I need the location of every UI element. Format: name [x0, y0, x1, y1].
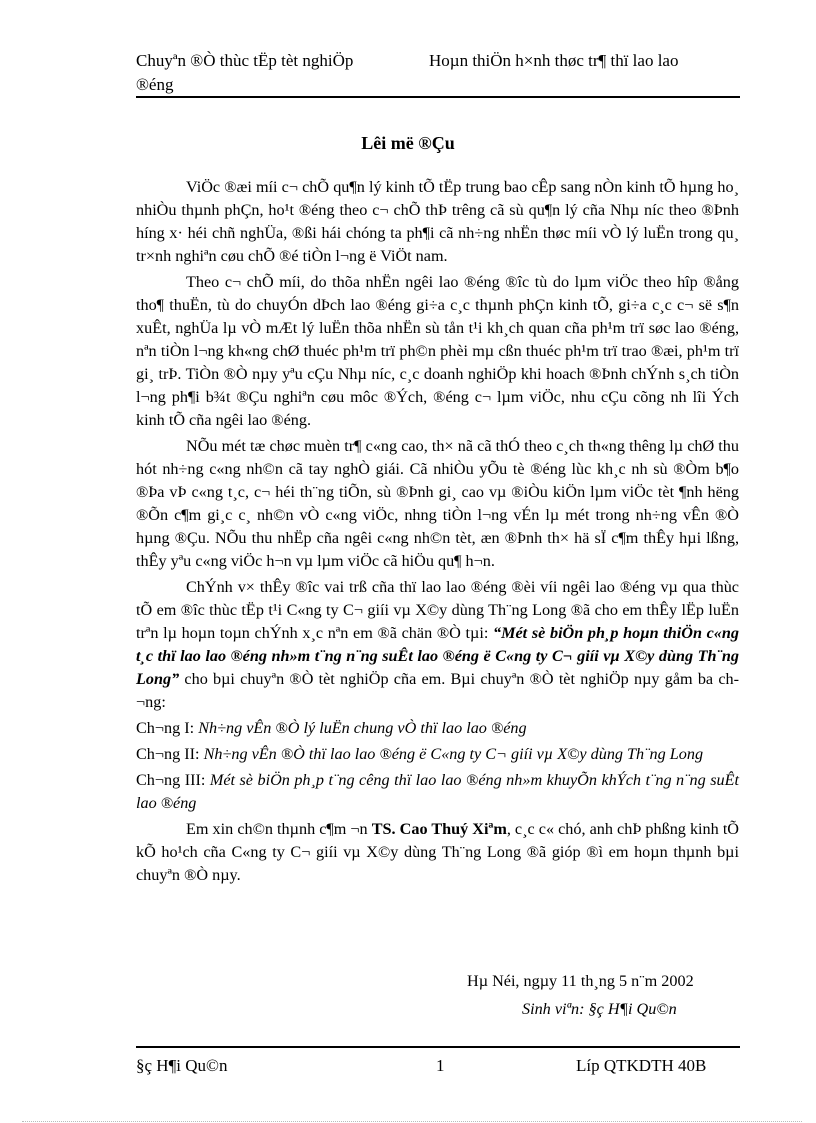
page-number: 1: [436, 1056, 445, 1075]
chapter-1-label: Ch¬ng I:: [136, 719, 199, 737]
footer-author: §ç H¶i Qu©n: [136, 1056, 228, 1075]
paragraph-4-outro: cho bµi chuyªn ®Ò tèt nghiÖp cña em. Bµi chuyªn ®Ò tèt nghiÖp nµy gåm ba ch¬ng:: [136, 670, 739, 711]
thesis-topic: “Mét sè biÖn ph¸p hoµn thiÖn c«ng t¸c thï lao lao ®éng nh»m t¨ng n¨ng suÊt lao ®éng ë C«ng ty C¬ giíi vµ X©y dùng Th¨ng Long”: [136, 624, 739, 688]
paragraph-3: NÕu mét tæ chøc muèn tr¶ c«ng cao, th× nã cã thÓ theo c¸ch th«ng thêng lµ chØ thu hót nh÷ng c«ng nh©n cã tay nghÒ giái. Cã nhiÒu yÕu tè ®éng lùc kh¸c nh sù ®Òm b¶o ®Þa vÞ c«ng t¸c, c¬ héi th¨ng tiÕn, sù ®Þnh gi¸ cao vµ ®iÒu kiÖn lµm viÖc tèt ¶nh hëng ®Õn c¶m gi¸c c¸ nh©n vÒ c«ng viÖc, nhng tiÒn l¬ng vÉn lµ mét trong nh÷ng vÊn ®Ò hµng ®Çu. NÕu thu nhËp cña ngêi c«ng nh©n tèt, æn ®Þnh th× hä sÏ c¶m thÊy hµi lßng, thÊy yªu c«ng viÖc h¬n vµ lµm viÖc cã hiÖu qu¶ h¬n.: [136, 437, 739, 570]
header-rule: [136, 96, 740, 98]
acknowledgement-paragraph: [136, 818, 739, 887]
page-bottom-dotted-edge: [22, 1121, 802, 1122]
paragraph-4-intro: ChÝnh v× thÊy ®îc vai trß cña thï lao lao ®éng ®èi víi ngêi lao ®éng vµ qua thùc tÕ em ®îc thùc tËp t¹i C«ng ty C¬ giíi vµ X©y dùng Th¨ng Long ®ã cho em thÊy lËp luËn trªn lµ hoµn toµn chÝnh x¸c nªn em ®ã chän ®Ò tµi:: [136, 578, 739, 642]
thanks-outro: , c¸c c« chó, anh chÞ phßng kinh tÕ kÕ ho¹ch cña C«ng ty C¬ giíi vµ X©y dùng Th¨ng Long ®ã gióp ®ì em hoµn thµnh bµi chuyªn ®Ò nµy.: [136, 820, 740, 884]
chapter-2-title: Nh÷ng vÊn ®Ò thï lao lao ®éng ë C«ng ty C¬ giíi vµ X©y dùng Th¨ng Long: [203, 745, 704, 763]
chapter-1-line: [136, 717, 739, 740]
student-signature: Sinh viªn: §ç H¶i Qu©n: [522, 1000, 677, 1018]
advisor-name: TS. Cao Thuý Xiªm: [371, 820, 507, 838]
document-title: Lêi më ®Çu: [361, 133, 455, 153]
chapter-2-label: Ch¬ng II:: [136, 745, 204, 763]
header-left-text: Chuyªn ®Ò thùc tËp tèt nghiÖp: [136, 51, 354, 70]
paragraph-4: [136, 576, 739, 714]
chapter-3-title: Mét sè biÖn ph¸p t¨ng cêng thï lao lao ®éng nh»m khuyÕn khÝch t¨ng n¨ng suÊt lao ®éng: [136, 771, 739, 812]
paragraph-2: Theo c¬ chÕ míi, do thõa nhËn ngêi lao ®éng ®îc tù do lµm viÖc theo hîp ®ång tho¶ thuËn, tù do chuyÓn dÞch lao ®éng gi÷a c¸c thµnh phÇn kinh tÕ, gi÷a c¸c c¬ së s¶n xuÊt, nghÜa lµ vÒ mÆt lý luËn thõa nhËn sù tån t¹i kh¸ch quan cña ph¹m trï søc lao ®éng, nªn tiÒn l¬ng kh«ng chØ thuéc ph¹m trï ph©n phèi mµ cßn thuéc ph¹m trï trao ®æi, ph¹m trï gi¸ trÞ. TiÒn ®Ò nµy yªu cÇu Nhµ níc, c¸c doanh nghiÖp khi hoach ®Þnh chÝnh s¸ch tiÒn l¬ng ph¶i b¾t ®Çu nghiªn cøu môc ®Ých, ®éng c¬ lµm viÖc, nhu cÇu cõng nh lîi Ých kinh tÕ cña ngêi lao ®éng.: [136, 273, 739, 429]
header-right-text: Hoµn thiÖn h×nh thøc tr¶ thï lao lao: [429, 51, 679, 70]
chapter-2-line: [136, 743, 739, 766]
thanks-intro: Em xin ch©n thµnh c¶m ¬n: [186, 820, 372, 838]
chapter-1-title: Nh÷ng vÊn ®Ò lý luËn chung vÒ thï lao lao ®éng: [198, 719, 527, 737]
header-left-text-continued: ®éng: [136, 75, 174, 94]
chapter-3-label: Ch¬ng III:: [136, 771, 210, 789]
footer-class: Líp QTKDTH 40B: [576, 1056, 707, 1075]
document-body: [136, 176, 739, 887]
date-line: Hµ Néi, ngµy 11 th¸ng 5 n¨m 2002: [467, 972, 694, 990]
chapter-3-line: [136, 769, 739, 815]
paragraph-1: ViÖc ®æi míi c¬ chÕ qu¶n lý kinh tÕ tËp trung bao cÊp sang nÒn kinh tÕ hµng ho¸ nhiÒu thµnh phÇn, ho¹t ®éng theo c¬ chÕ thÞ trêng cã sù qu¶n lý cña Nhµ níc theo ®Þnh híng x· héi chñ nghÜa, ®ßi hái chóng ta ph¶i cã nh÷ng nhËn thøc míi vÒ lý luËn trong qu¸ tr×nh nghiªn cøu chÕ ®é tiÒn l¬ng ë ViÖt nam.: [136, 178, 739, 265]
footer-rule: [136, 1046, 740, 1048]
